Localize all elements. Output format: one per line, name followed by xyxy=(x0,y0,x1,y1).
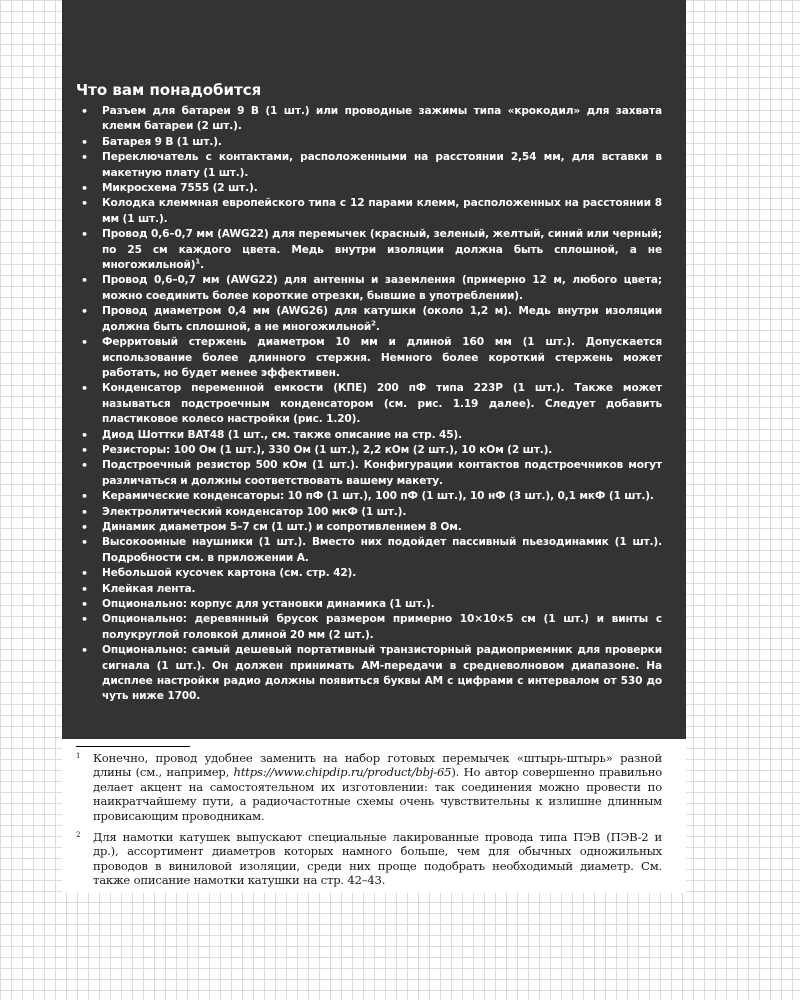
list-item: • Керамические конденсаторы: 10 пФ (1 шт.), 100 пФ (1 шт.), 10 нФ (3 шт.), 0,1 мкФ (1 шт.). xyxy=(76,489,662,504)
list-item: • Опционально: деревянный брусок размером примерно 10×10×5 см (1 шт.) и винты с полукруглой головкой длиной 20 мм (2 шт.). xyxy=(76,612,662,643)
requirements-list xyxy=(76,104,662,705)
footnote-number: 2 xyxy=(76,831,81,840)
footnote-ref-1[interactable]: 1 xyxy=(195,257,201,266)
list-item: • Высокоомные наушники (1 шт.). Вместо них подойдет пассивный пьезодинамик (1 шт.). Подробности см. в приложении А. xyxy=(76,535,662,566)
section-title: Что вам понадобится xyxy=(76,81,262,99)
footnote-divider xyxy=(76,746,190,747)
list-item: • Конденсатор переменной емкости (КПЕ) 200 пФ типа 223P (1 шт.). Также может называться подстроечным конденсатором (см. рис. 1.19 далее). Следует добавить пластиковое колесо настройки (рис. 1.20). xyxy=(76,381,662,427)
list-item: • Динамик диаметром 5–7 см (1 шт.) и сопротивлением 8 Ом. xyxy=(76,520,662,535)
list-item: • Провод диаметром 0,4 мм (AWG26) для катушки (около 1,2 м). Медь внутри изоляции должна быть сплошной, а не многожильной$^2$. xyxy=(76,304,662,335)
footnote-number: 1 xyxy=(76,752,81,760)
list-item: • Ферритовый стержень диаметром 10 мм и длиной 160 мм (1 шт.). Допускается использование более длинного стержня. Немного более короткий стержень может работать, но будет менее эффективен. xyxy=(76,335,662,381)
list-item: • Подстроечный резистор 500 кОм (1 шт.). Конфигурации контактов подстроечников могут различаться и должны соответствовать вашему макету. xyxy=(76,458,662,489)
footnote-ref-2[interactable]: 2 xyxy=(371,319,376,328)
footnotes xyxy=(76,751,662,895)
list-item: • Диод Шоттки BAT48 (1 шт., см. также описание на стр. 45). xyxy=(76,428,662,443)
footnote-link[interactable]: https://www.chipdip.ru/product/bbj-65 xyxy=(233,765,452,780)
list-item: • Небольшой кусочек картона (см. стр. 42). xyxy=(76,566,662,581)
list-item: • Электролитический конденсатор 100 мкФ (1 шт.). xyxy=(76,505,662,520)
requirements-box xyxy=(62,0,686,739)
list-item: • Клейкая лента. xyxy=(76,582,662,597)
list-item: • Разъем для батареи 9 В (1 шт.) или проводные зажимы типа «крокодил» для захвата клемм батареи (2 шт.). xyxy=(76,104,662,135)
footnote-1: 1 Конечно, провод удобнее заменить на набор готовых перемычек «штырь-штырь» разной длины (см., например, https://www.chipdip.ru/product/bbj-65). Но автор совершенно правильно делает акцент на самостоятельном их изготовлении: так соединения можно провести по наикратчайшему пути, а радиочастотные схемы очень чувствительны к излишне длинным провисающим проводникам. xyxy=(76,751,663,823)
list-item: • Опционально: самый дешевый портативный транзисторный радиоприемник для проверки сигнала (1 шт.). Он должен принимать АМ-передачи в средневолновом диапазоне. На дисплее настройки радио должны появиться буквы АМ с цифрами с интервалом от 530 до чуть ниже 1700. xyxy=(76,643,662,705)
list-item: • Переключатель с контактами, расположенными на расстоянии 2,54 мм, для вставки в макетную плату (1 шт.). xyxy=(76,150,662,181)
list-item: • Колодка клеммная европейского типа с 12 парами клемм, расположенных на расстоянии 8 мм (1 шт.). xyxy=(76,196,662,227)
list-item: • Резисторы: 100 Ом (1 шт.), 330 Ом (1 шт.), 2,2 кОм (2 шт.), 10 кОм (2 шт.). xyxy=(76,443,662,458)
list-item: • Батарея 9 В (1 шт.). xyxy=(76,135,662,150)
list-item: • Микросхема 7555 (2 шт.). xyxy=(76,181,662,196)
list-item: • Опционально: корпус для установки динамика (1 шт.). xyxy=(76,597,662,612)
footnote-2: 2 Для намотки катушек выпускают специальные лакированные провода типа ПЭВ (ПЭВ-2 и др.), ассортимент диаметров которых намного больше, чем для обычных одножильных проводов в виниловой изоляции, среди них проще подобрать необходимый диаметр. См. также описание намотки катушки на стр. 42–43. xyxy=(76,830,662,888)
list-item: • Провод 0,6–0,7 мм (AWG22) для антенны и заземления (примерно 12 м, любого цвета; можно соединить более короткие отрезки, бывшие в употреблении). xyxy=(76,273,662,304)
list-item: • Провод 0,6–0,7 мм (AWG22) для перемычек (красный, зеленый, желтый, синий или черный; по 25 см каждого цвета. Медь внутри изоляции должна быть сплошной, а не многожильной)$^1$. xyxy=(76,227,662,273)
